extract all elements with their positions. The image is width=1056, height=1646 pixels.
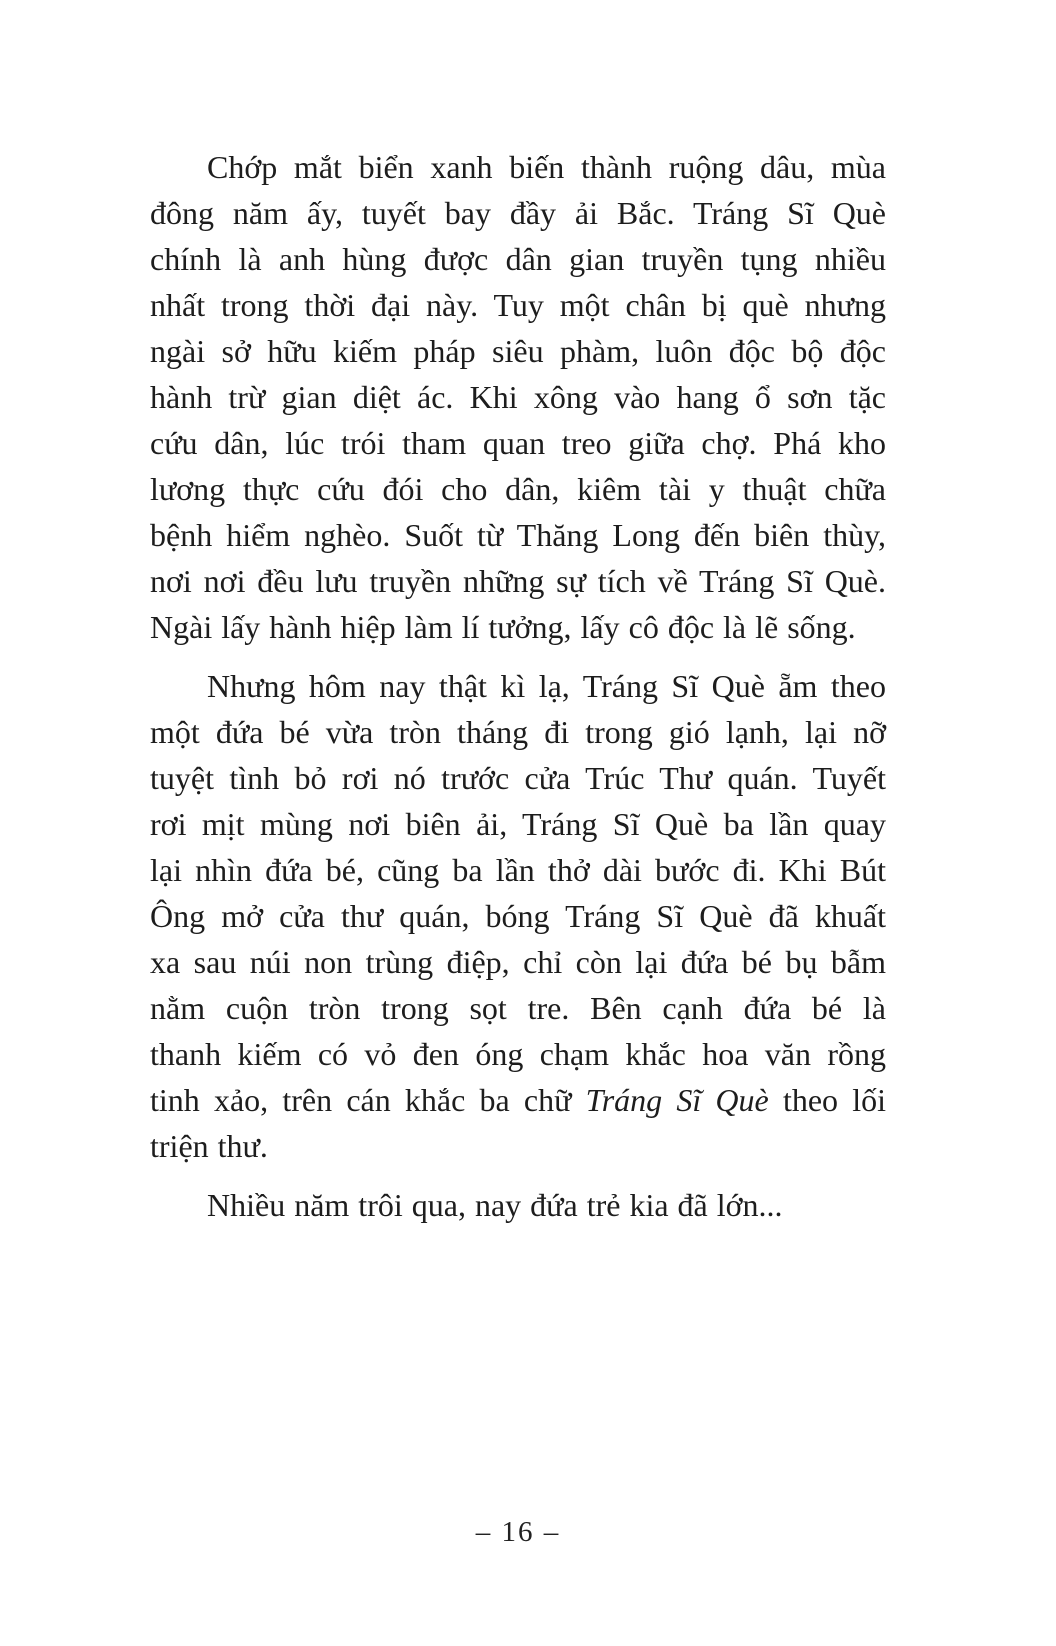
text-line: nhất trong thời đại này. Tuy một chân bị què nhưng bbox=[150, 287, 886, 323]
paragraph bbox=[150, 1182, 886, 1228]
text-line: Nhiều năm trôi qua, nay đứa trẻ kia đã lớn... bbox=[207, 1187, 783, 1223]
text-line: xa sau núi non trùng điệp, chỉ còn lại đứa bé bụ bẫm bbox=[150, 944, 886, 980]
text-line: Nhưng hôm nay thật kì lạ, Tráng Sĩ Què ẵm theo bbox=[207, 668, 886, 704]
paragraph bbox=[150, 663, 886, 1169]
text-line: bệnh hiểm nghèo. Suốt từ Thăng Long đến biên thùy, bbox=[150, 517, 886, 553]
text-line: đông năm ấy, tuyết bay đầy ải Bắc. Tráng Sĩ Què bbox=[150, 195, 886, 231]
text-line: Ngài lấy hành hiệp làm lí tưởng, lấy cô độc là lẽ sống. bbox=[150, 609, 856, 645]
text-line: nằm cuộn tròn trong sọt tre. Bên cạnh đứa bé là bbox=[150, 990, 886, 1026]
text-line: triện thư. bbox=[150, 1128, 268, 1164]
text-line: cứu dân, lúc trói tham quan treo giữa chợ. Phá kho bbox=[150, 425, 886, 461]
text-line: một đứa bé vừa tròn tháng đi trong gió lạnh, lại nỡ bbox=[150, 714, 886, 750]
italic-phrase: Tráng Sĩ Què bbox=[585, 1082, 769, 1118]
text-line: tuyệt tình bỏ rơi nó trước cửa Trúc Thư quán. Tuyết bbox=[150, 760, 886, 796]
text-line: lại nhìn đứa bé, cũng ba lần thở dài bước đi. Khi Bút bbox=[150, 852, 886, 888]
text-line: Ông mở cửa thư quán, bóng Tráng Sĩ Què đã khuất bbox=[150, 898, 886, 934]
paragraph bbox=[150, 144, 886, 650]
text-line: hành trừ gian diệt ác. Khi xông vào hang ổ sơn tặc bbox=[150, 379, 886, 415]
text-line: chính là anh hùng được dân gian truyền tụng nhiều bbox=[150, 241, 886, 277]
text-line: tinh xảo, trên cán khắc ba chữ Tráng Sĩ Què theo lối bbox=[150, 1082, 887, 1118]
text-line: ngài sở hữu kiếm pháp siêu phàm, luôn độc bộ độc bbox=[150, 333, 886, 369]
text-line: nơi nơi đều lưu truyền những sự tích về Tráng Sĩ Què. bbox=[150, 563, 886, 599]
text-line: thanh kiếm có vỏ đen óng chạm khắc hoa văn rồng bbox=[150, 1036, 886, 1072]
text-line: lương thực cứu đói cho dân, kiêm tài y thuật chữa bbox=[150, 471, 886, 507]
text-line: Chớp mắt biển xanh biến thành ruộng dâu, mùa bbox=[207, 149, 886, 185]
page-text-block bbox=[150, 144, 886, 1228]
text-line: rơi mịt mùng nơi biên ải, Tráng Sĩ Què ba lần quay bbox=[150, 806, 886, 842]
page-number: – 16 – bbox=[475, 1516, 561, 1548]
